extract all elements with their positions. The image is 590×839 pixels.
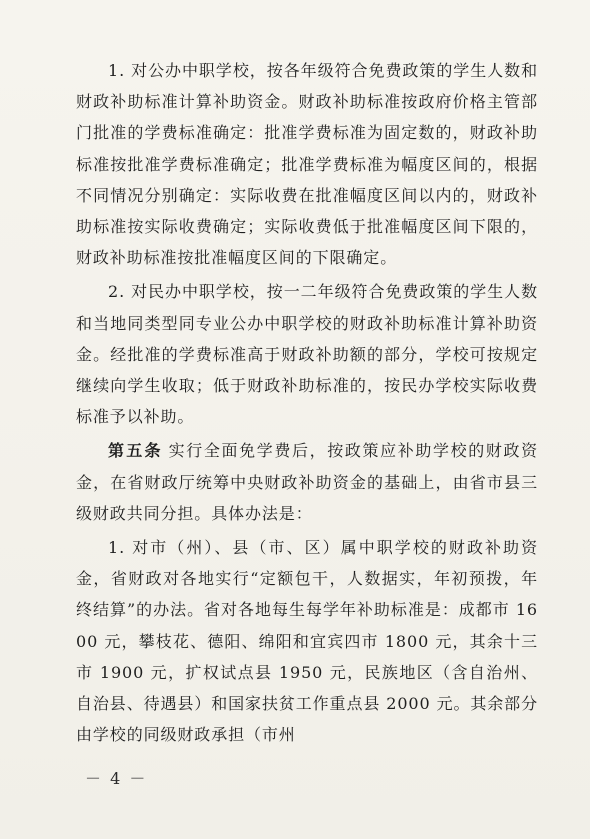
paragraph-private-schools xyxy=(76,276,538,432)
paragraph-public-schools xyxy=(76,55,538,273)
article-five xyxy=(76,435,538,529)
page-number: － 4 － xyxy=(85,769,148,788)
paragraph-text: 1. 对市（州）、县（市、区）属中职学校的财政补助资金，省财政对各地实行“定额包干，人数据实，年初预拨，年终结算”的办法。省对各地每生每学年补助标准是：成都市 1600 元，攀枝花、德阳、绵阳和宜宾四市 1800 元，其余十三市 1900 元，扩权试点县 1950 元，民族地区（含自治州、自治县、待遇县）和国家扶贫工作重点县 2000 元。其余部分由学校的同级财政承担（市州 xyxy=(76,538,538,745)
article-label: 第五条 xyxy=(108,441,163,461)
paragraph-text: 实行全面免学费后，按政策应补助学校的财政资金，在省财政厅统筹中央财政补助资金的基础上，由省市县三级财政共同分担。具体办法是： xyxy=(76,441,538,523)
paragraph-city-county-schools xyxy=(76,532,538,750)
document-body xyxy=(76,55,538,753)
paragraph-text: 2. 对民办中职学校，按一二年级符合免费政策的学生人数和当地同类型同专业公办中职学校的财政补助标准计算补助资金。经批准的学费标准高于财政补助额的部分，学校可按规定继续向学生收取；低于财政补助标准的，按民办学校实际收费标准予以补助。 xyxy=(76,282,538,427)
paragraph-text: 1. 对公办中职学校，按各年级符合免费政策的学生人数和财政补助标准计算补助资金。财政补助标准按政府价格主管部门批准的学费标准确定：批准学费标准为固定数的，财政补助标准按批准学费标准确定；批准学费标准为幅度区间的，根据不同情况分别确定：实际收费在批准幅度区间以内的，财政补助标准按实际收费确定；实际收费低于批准幅度区间下限的，财政补助标准按批准幅度区间的下限确定。 xyxy=(76,61,538,268)
